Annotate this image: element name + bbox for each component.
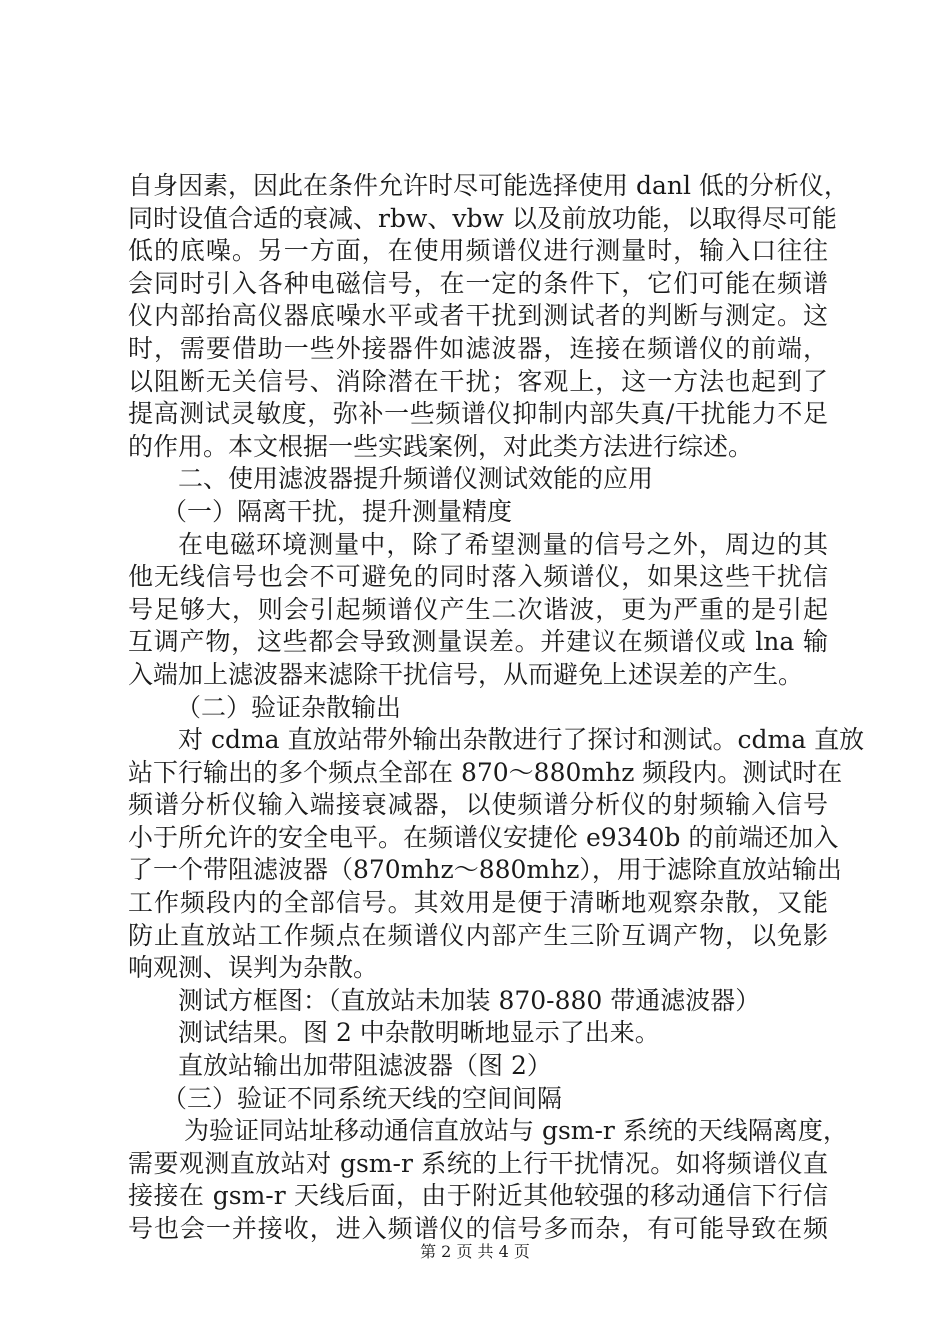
text-line: 测试结果。图 2 中杂散明晰地显示了出来。: [178, 1018, 660, 1048]
text-line: 低的底噪。另一方面，在使用频谱仪进行测量时，输入口往往: [128, 236, 828, 266]
text-line: 频谱分析仪输入端接衰减器，以使频谱分析仪的射频输入信号: [128, 790, 828, 820]
text-line: 了一个带阻滤波器（870mhz～880mhz），用于滤除直放站输出: [128, 855, 842, 885]
text-line: 他无线信号也会不可避免的同时落入频谱仪，如果这些干扰信: [128, 562, 828, 592]
text-line: 的作用。本文根据一些实践案例，对此类方法进行综述。: [128, 431, 754, 461]
page-footer: 第 2 页 共 4 页: [420, 1242, 530, 1261]
text-line: 站下行输出的多个频点全部在 870～880mhz 频段内。测试时在: [128, 757, 843, 787]
text-line: 入端加上滤波器来滤除干扰信号，从而避免上述误差的产生。: [128, 659, 804, 689]
text-line: 工作频段内的全部信号。其效用是便于清晰地观察杂散，又能: [128, 888, 828, 918]
body-text: [128, 170, 865, 1246]
text-line: 在电磁环境测量中，除了希望测量的信号之外，周边的其: [178, 529, 828, 559]
text-line: 直放站输出加带阻滤波器（图 2）: [178, 1051, 552, 1081]
text-line: （三）验证不同系统天线的空间间隔: [162, 1083, 563, 1113]
text-line: 以阻断无关信号、消除潜在干扰；客观上，这一方法也起到了: [128, 366, 828, 396]
text-line: 会同时引入各种电磁信号，在一定的条件下，它们可能在频谱: [128, 268, 828, 298]
text-line: 响观测、误判为杂散。: [128, 953, 379, 983]
text-line: 互调产物，这些都会导致测量误差。并建议在频谱仪或 lna 输: [128, 627, 828, 657]
text-line: 对 cdma 直放站带外输出杂散进行了探讨和测试。cdma 直放: [178, 725, 865, 755]
text-line: 接接在 gsm-r 天线后面，由于附近其他较强的移动通信下行信: [128, 1181, 828, 1211]
text-line: 时，需要借助一些外接器件如滤波器，连接在频谱仪的前端，: [128, 333, 828, 363]
text-line: 号也会一并接收，进入频谱仪的信号多而杂，有可能导致在频: [128, 1214, 828, 1243]
text-line: 自身因素，因此在条件允许时尽可能选择使用 danl 低的分析仪，: [128, 171, 849, 200]
text-line: 仪内部抬高仪器底噪水平或者干扰到测试者的判断与测定。这: [128, 301, 828, 331]
text-line: 号足够大，则会引起频谱仪产生二次谐波，更为严重的是引起: [128, 594, 828, 624]
text-line: 防止直放站工作频点在频谱仪内部产生三阶互调产物，以免影: [128, 920, 828, 950]
text-line: 测试方框图：（直放站未加装 870-880 带通滤波器）: [178, 985, 761, 1015]
text-line: 需要观测直放站对 gsm-r 系统的上行干扰情况。如将频谱仪直: [128, 1148, 828, 1178]
text-line: 小于所允许的安全电平。在频谱仪安捷伦 e9340b 的前端还加入: [128, 822, 839, 852]
text-line: 二、使用滤波器提升频谱仪测试效能的应用: [178, 464, 654, 494]
text-line: （一）隔离干扰，提升测量精度: [162, 496, 513, 526]
text-line: 同时设值合适的衰减、rbw、vbw 以及前放功能，以取得尽可能: [128, 203, 837, 233]
text-line: 为验证同站址移动通信直放站与 gsm-r 系统的天线隔离度，: [184, 1116, 848, 1146]
text-line: 提高测试灵敏度，弥补一些频谱仪抑制内部失真/干扰能力不足: [128, 399, 828, 429]
text-line: （二）验证杂散输出: [176, 692, 402, 722]
